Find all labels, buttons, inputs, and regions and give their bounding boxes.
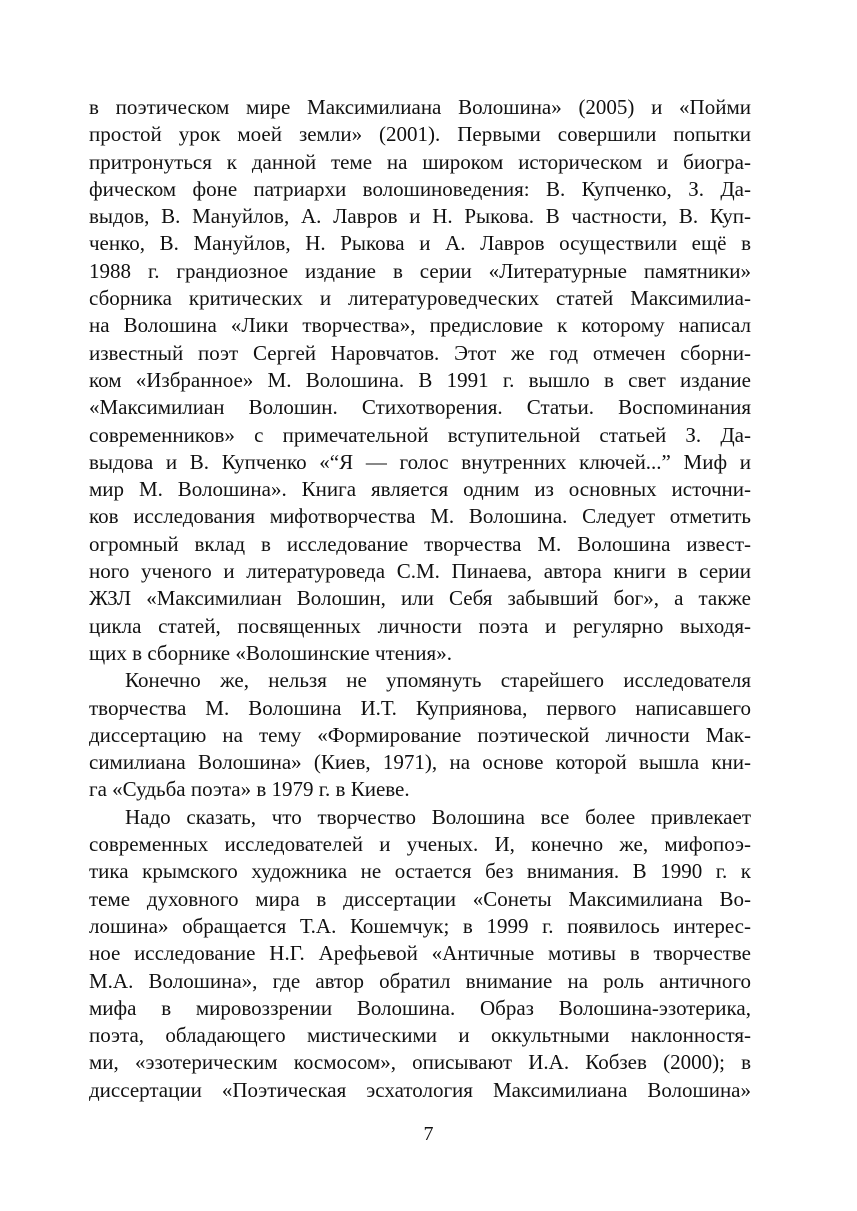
text-line: теме духовного мира в диссертации «Сонеты Максимилиана Во-	[89, 886, 751, 911]
text-line: диссертацию на тему «Формирование поэтической личности Мак-	[89, 722, 751, 747]
text-line: 1988 г. грандиозное издание в серии «Литературные памятники»	[89, 258, 751, 283]
text-line: ми, «эзотерическим космосом», описывают И.А. Кобзев (2000); в	[89, 1050, 751, 1075]
text-line: цикла статей, посвященных личности поэта и регулярно выходя-	[89, 613, 751, 638]
page-body	[89, 94, 751, 1104]
text-line: симилиана Волошина» (Киев, 1971), на основе которой вышла кни-	[89, 750, 751, 775]
page-number: 7	[423, 1123, 434, 1145]
text-line: современных исследователей и ученых. И, конечно же, мифопоэ-	[89, 832, 751, 857]
text-line: «Максимилиан Волошин. Стихотворения. Статьи. Воспоминания	[89, 395, 751, 420]
text-line: сборника критических и литературоведческих статей Максимилиа-	[89, 286, 751, 311]
text-line: ного ученого и литературоведа С.М. Пинаева, автора книги в серии	[89, 559, 751, 584]
text-line: известный поэт Сергей Наровчатов. Этот же год отмечен сборни-	[89, 340, 751, 365]
text-line: выдова и В. Купченко «“Я — голос внутренних ключей...” Миф и	[89, 449, 751, 474]
text-line: простой урок моей земли» (2001). Первыми совершили попытки	[89, 122, 751, 147]
text-line: ное исследование Н.Г. Арефьевой «Античные мотивы в творчестве	[89, 941, 751, 966]
text-line: тика крымского художника не остается без внимания. В 1990 г. к	[89, 859, 751, 884]
text-line: огромный вклад в исследование творчества М. Волошина извест-	[89, 531, 751, 556]
text-line: современников» с примечательной вступительной статьей З. Да-	[89, 422, 751, 447]
text-line: га «Судьба поэта» в 1979 г. в Киеве.	[89, 777, 410, 802]
text-line: щих в сборнике «Волошинские чтения».	[89, 640, 452, 665]
text-line: Конечно же, нельзя не упомянуть старейшего исследователя	[125, 668, 751, 693]
text-line: выдов, В. Мануйлов, А. Лавров и Н. Рыкова. В частности, В. Куп-	[89, 204, 751, 229]
text-line: ченко, В. Мануйлов, Н. Рыкова и А. Лавров осуществили ещё в	[89, 231, 751, 256]
text-line: на Волошина «Лики творчества», предисловие к которому написал	[89, 313, 751, 338]
text-line: притронуться к данной теме на широком историческом и биогра-	[89, 149, 751, 174]
text-line: поэта, обладающего мистическими и оккультными наклонностя-	[89, 1023, 751, 1048]
text-line: диссертации «Поэтическая эсхатология Максимилиана Волошина»	[89, 1077, 751, 1102]
text-line: ЖЗЛ «Максимилиан Волошин, или Себя забывший бог», а также	[89, 586, 751, 611]
text-line: ков исследования мифотворчества М. Волошина. Следует отметить	[89, 504, 751, 529]
text-block	[89, 94, 751, 1104]
text-line: Надо сказать, что творчество Волошина все более привлекает	[125, 804, 751, 829]
text-line: лошина» обращается Т.А. Кошемчук; в 1999 г. появилось интерес-	[89, 913, 751, 938]
text-line: творчества М. Волошина И.Т. Куприянова, первого написавшего	[89, 695, 751, 720]
text-line: в поэтическом мире Максимилиана Волошина» (2005) и «Пойми	[89, 95, 751, 119]
text-line: мир М. Волошина». Книга является одним из основных источни-	[89, 477, 751, 502]
text-line: ком «Избранное» М. Волошина. В 1991 г. вышло в свет издание	[89, 367, 751, 392]
text-line: фическом фоне патриархи волошиноведения: В. Купченко, З. Да-	[89, 176, 751, 201]
text-line: мифа в мировоззрении Волошина. Образ Волошина-эзотерика,	[89, 995, 751, 1020]
text-line: М.А. Волошина», где автор обратил внимание на роль античного	[89, 968, 751, 993]
